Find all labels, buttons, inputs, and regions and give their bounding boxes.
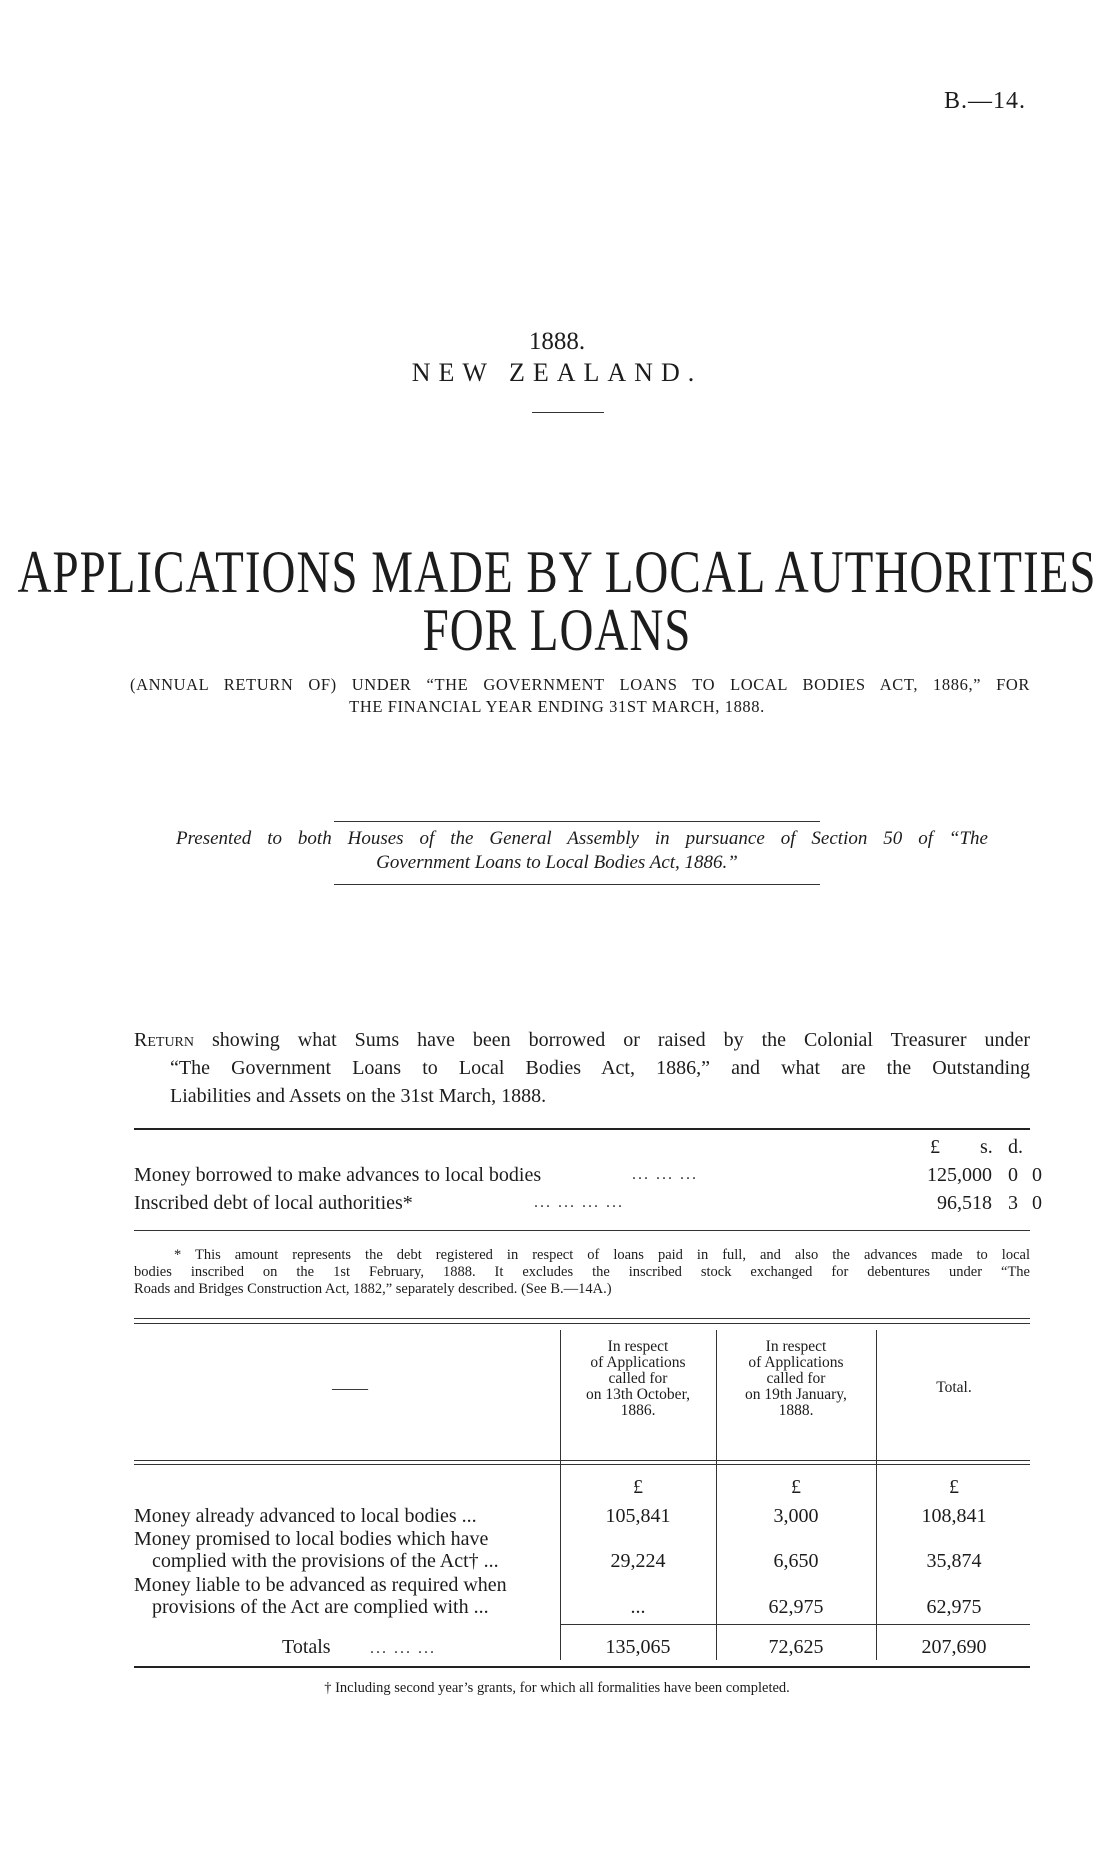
column-header-oct-1886: In respect of Applications called for on 13th October, 1886. bbox=[586, 1338, 690, 1419]
totals-label: Totals bbox=[282, 1636, 331, 1658]
footnote-line: bodies inscribed on the 1st February, 1888. It excludes the inscribed stock exchanged for debentures under “The bbox=[134, 1264, 1030, 1280]
table-row-label: Money promised to local bodies which have bbox=[134, 1528, 489, 1550]
totals-rule bbox=[560, 1624, 1030, 1625]
return-paragraph bbox=[134, 1026, 1030, 1110]
footnote-debt bbox=[134, 1247, 1030, 1298]
summary-row-label: Money borrowed to make advances to local bodies bbox=[134, 1164, 542, 1186]
column-header-jan-1888: In respect of Applications called for on 19th January, 1888. bbox=[745, 1338, 847, 1419]
table-cell: 62,975 bbox=[926, 1596, 982, 1618]
summary-pounds-unit: £ bbox=[930, 1136, 940, 1158]
footnote-line: Roads and Bridges Construction Act, 1882,” separately described. (See B.—14A.) bbox=[134, 1281, 612, 1297]
page-reference: B.—14. bbox=[943, 88, 1026, 114]
summary-bottom-rule bbox=[134, 1230, 1030, 1231]
presented-line-2: Government Loans to Local Bodies Act, 1886.” bbox=[376, 852, 738, 873]
summary-pounds: 125,000 bbox=[927, 1164, 992, 1186]
table-row-label: provisions of the Act are complied with ... bbox=[152, 1596, 489, 1618]
table-cell: 3,000 bbox=[773, 1505, 819, 1527]
presented-bottom-rule bbox=[334, 884, 820, 885]
summary-row-label: Inscribed debt of local authorities* bbox=[134, 1192, 413, 1214]
table-cell: 105,841 bbox=[605, 1505, 671, 1527]
table-cell: 29,224 bbox=[610, 1550, 666, 1572]
document-title-line-2: FOR LOANS bbox=[422, 597, 692, 664]
summary-pence: 0 bbox=[1032, 1192, 1042, 1214]
table-stub-header: —— bbox=[332, 1378, 368, 1398]
presented-top-rule bbox=[334, 821, 820, 822]
table-header-rule-2 bbox=[134, 1464, 1030, 1465]
table-cell: 62,975 bbox=[768, 1596, 824, 1618]
summary-shillings: 0 bbox=[1008, 1164, 1018, 1186]
table-row-label: Money already advanced to local bodies ... bbox=[134, 1505, 477, 1527]
summary-row bbox=[134, 1164, 1042, 1187]
leader-dots: ... ... ... ... bbox=[534, 1194, 624, 1211]
return-line-2: “The Government Loans to Local Bodies Act, 1886,” and what are the Outstanding bbox=[170, 1057, 1030, 1079]
total-cell: 135,065 bbox=[605, 1636, 671, 1658]
masthead-rule bbox=[532, 412, 604, 413]
return-lead-word: Return bbox=[134, 1029, 195, 1051]
table-top-rule-2 bbox=[134, 1323, 1030, 1324]
footnote-grants: † Including second year’s grants, for which all formalities have been completed. bbox=[324, 1680, 790, 1696]
presented-line-1: Presented to both Houses of the General Assembly in pursuance of Section 50 of “The bbox=[176, 828, 988, 849]
currency-symbol: £ bbox=[791, 1476, 801, 1498]
table-row-label: complied with the provisions of the Act† ... bbox=[152, 1550, 499, 1572]
leader-dots: ... ... ... bbox=[632, 1166, 698, 1183]
table-cell: 108,841 bbox=[921, 1505, 987, 1527]
summary-pounds: 96,518 bbox=[937, 1192, 992, 1214]
table-header-rule-1 bbox=[134, 1460, 1030, 1461]
currency-symbol: £ bbox=[633, 1476, 643, 1498]
table-bottom-rule bbox=[134, 1666, 1030, 1668]
total-cell: 207,690 bbox=[921, 1636, 987, 1658]
column-header-total: Total. bbox=[936, 1379, 972, 1396]
table-cell: ... bbox=[630, 1596, 646, 1618]
leader-dots: ... ... ... bbox=[370, 1640, 436, 1657]
footnote-line: * This amount represents the debt registered in respect of loans paid in full, and also the advances made to local bbox=[174, 1247, 1030, 1263]
subtitle-line-2: THE FINANCIAL YEAR ENDING 31ST MARCH, 1888. bbox=[349, 697, 765, 716]
masthead-country: NEW ZEALAND. bbox=[411, 358, 703, 387]
summary-shillings-unit: s. bbox=[980, 1136, 993, 1158]
summary-row bbox=[134, 1192, 1042, 1215]
summary-pence: 0 bbox=[1032, 1164, 1042, 1186]
masthead-year: 1888. bbox=[528, 328, 586, 355]
summary-pence-unit: d. bbox=[1008, 1136, 1023, 1158]
currency-symbol: £ bbox=[949, 1476, 959, 1498]
table-top-rule-1 bbox=[134, 1318, 1030, 1319]
table-row-label: Money liable to be advanced as required when bbox=[134, 1574, 507, 1596]
subtitle-line-1: (ANNUAL RETURN OF) UNDER “THE GOVERNMENT LOANS TO LOCAL BODIES ACT, 1886,” FOR bbox=[130, 675, 1030, 694]
table-column-divider bbox=[876, 1330, 877, 1660]
table-column-divider bbox=[716, 1330, 717, 1660]
total-cell: 72,625 bbox=[768, 1636, 824, 1658]
return-line-3: Liabilities and Assets on the 31st March, 1888. bbox=[170, 1085, 547, 1107]
return-line-1: showing what Sums have been borrowed or raised by the Colonial Treasurer under bbox=[212, 1029, 1031, 1051]
table-cell: 6,650 bbox=[773, 1550, 819, 1572]
document-title-line-1: APPLICATIONS MADE BY LOCAL AUTHORITIES bbox=[17, 539, 1097, 606]
summary-shillings: 3 bbox=[1008, 1192, 1018, 1214]
table-column-divider bbox=[560, 1330, 561, 1660]
summary-top-rule bbox=[134, 1128, 1030, 1130]
table-cell: 35,874 bbox=[926, 1550, 982, 1572]
